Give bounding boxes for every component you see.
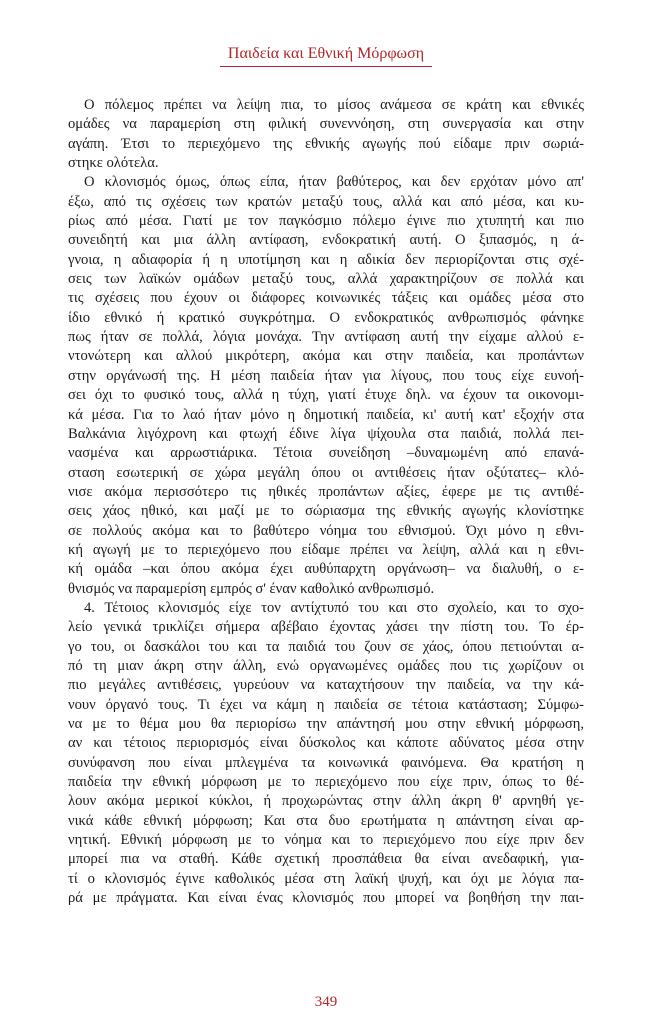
text-line: πως ήταν σε πολλά, λόγια μονάχα. Την αντίφαση αυτή την είχαμε αλλού ε- (68, 329, 584, 346)
text-line: θνισμός να παραμερίση εμπρός σ' έναν καθολικό ανθρωπισμό. (68, 580, 435, 597)
text-line: σεις των λαϊκών ομάδων μεταξύ τους, αλλά χαρακτηρίζουν σε πολλά και (68, 271, 584, 288)
paragraph (68, 599, 584, 909)
text-line: γνοια, η αδιαφορία ή η υποτίμηση και η αδικία δεν περιορίζονται στις σχέ- (68, 251, 584, 268)
text-line: πό τη μιαν άκρη στην άλλη, ενώ οργανωμένες ομάδες που τις χωρίζουν οι (68, 657, 584, 674)
text-line: σεις χάος ηθικό, και μαζί με το σώριασμα της εθνικής αγωγής κλονίστηκε (68, 503, 584, 520)
text-line: αγάπη. Έτσι το περιεχόμενο της εθνικής αγωγής πού είδαμε πριν σωριά- (68, 135, 584, 152)
text-line: ρίως από μέσα. Γιατί με τον παγκόσμιο πόλεμο έγινε πιο χτυπητή και πιο (68, 213, 584, 230)
text-line: σε πολλούς ακόμα και το βαθύτερο νόημα του εθνισμού. Όχι μόνο η εθνι- (68, 522, 584, 539)
text-line: πιο μεγάλες αντιθέσεις, γυρεύουν να καταχτήσουν την παιδεία, να την κά- (68, 677, 584, 694)
text-line: Ο πόλεμος πρέπει να λείψη πια, το μίσος ανάμεσα σε κράτη και εθνικές (84, 97, 584, 113)
text-line: τί ο κλονισμός έγινε καθολικός μέσα στη λαϊκή ψυχή, και όχι με λόγια πα- (68, 870, 584, 887)
text-line: κή αγωγή με το περιεχόμενο που είδαμε πρέπει να λείψη, αλλά και η εθνι- (68, 541, 584, 558)
paragraph (68, 96, 584, 173)
text-line: να με το θέμα μου θα περιορίσω την απάντησή μου στην εθνική μόρφωση, (68, 716, 584, 732)
paragraph (68, 173, 584, 599)
text-line: νουν όργανό τους. Τι έχει να κάμη η παιδεία σε τέτοια κατάσταση; Σύμφω- (68, 696, 584, 713)
text-line: λουν ακόμα μερικοί κύκλοι, ή προχωρώντας στην άλλη άκρη θ' αρνηθή γε- (68, 793, 584, 810)
text-line: συνύφανση που είναι μπλεγμένα τα κοινωνικά φαινόμενα. Θα κρατήση η (68, 754, 584, 771)
text-line: Βαλκάνια λιγόχρονη και φτωχή έδινε λίγα ψίχουλα στα παιδιά, πολλά πει- (68, 425, 584, 442)
text-line: γο του, οι δασκάλοι του και τα παιδιά του ζουν σε χάος, όπου πετιούνται α- (68, 638, 584, 655)
text-line: κά μέσα. Για το λαό ήταν μόνο η δημοτική παιδεία, κι' αυτή κατ' εξοχήν στα (68, 406, 584, 423)
text-line: συνειδητή και μια άλλη αντίφαση, ενδοκρατική αυτή. Ο ξιπασμός, η ά- (68, 232, 584, 249)
text-line: ίδιο εθνικό ή κρατικό συγκρότημα. Ο ενδοκρατικός ανθρωπισμός φάνηκε (68, 309, 584, 326)
text-line: μπορεί πια να σταθή. Κάθε σχετική προσπάθεια θα είναι ανεδαφική, για- (68, 851, 584, 868)
text-line: ρά με πράγματα. Και είναι ένας κλονισμός που μπορεί να βοηθήση την παι- (68, 890, 584, 907)
text-line: σταση εσωτερική σε χώρα μεγάλη όπου οι αντιθέσεις ήταν οξύτατες– κλό- (68, 464, 584, 481)
text-line: αν και τέτοιος περιορισμός είναι δύσκολος και κάποτε αδύνατος μέσα στην (68, 735, 584, 752)
text-line: παιδεία την εθνική μόρφωση με το περιεχόμενο που είχε πριν, όπως το θέ- (68, 774, 584, 791)
text-line: στηκε ολότελα. (68, 155, 159, 172)
text-line: στην οργάνωσή της. Η μέση παιδεία ήταν για λίγους, που τους είχε ευνοή- (68, 367, 584, 384)
text-line: νασμένα και αρρωστιάρικα. Τέτοια συνείδηση –δυναμωμένη από επανά- (68, 445, 584, 462)
text-line: ντονώτερη και αλλού μικρότερη, ακόμα και στην παιδεία, και προπάντων (68, 348, 584, 365)
text-line: κή ομάδα –και όπου ακόμα έχει αυθύπαρχτη οργάνωση– να διαλυθή, ο ε- (68, 561, 584, 578)
text-line: ομάδες να παραμερίση στη φιλική συνεννόηση, στη συνεργασία και στην (68, 116, 584, 133)
text-line: τις σχέσεις που έχουν οι διάφορες κοινωνικές τάξεις και ομάδες μέσα στο (68, 290, 584, 307)
text-line: νικά κάθε εθνική μόρφωση; Και στα δυο ερωτήματα η απάντηση είναι αρ- (68, 812, 584, 829)
text-line: έξω, από τις σχέσεις των κρατών μεταξύ τους, αλλά και από μέσα, και κυ- (68, 193, 584, 210)
text-line: νισε ακόμα περισσότερο τις ηθικές προπάντων αξίες, έφερε με τις αντιθέ- (68, 483, 584, 500)
running-head: Παιδεία και Εθνική Μόρφωση (227, 45, 425, 62)
text-line: Ο κλονισμός όμως, όπως είπα, ήταν βαθύτερος, και δεν ερχόταν μόνο απ' (84, 174, 584, 191)
running-head-underline (220, 66, 432, 67)
page-number: 349 (314, 994, 338, 1010)
text-line: 4. Τέτοιος κλονισμός είχε τον αντίχτυπό του και στο σχολείο, και το σχο- (84, 599, 584, 616)
text-line: λείο γενικά τρικλίζει σήμερα αβέβαιο έχοντας χάσει την πίστη του. Το έρ- (68, 619, 584, 636)
body-text (68, 96, 584, 908)
text-line: σει όχι το φυσικό τους, αλλά η τύχη, γιατί έτυχε δηλ. να έχουν τα οικονομι- (68, 387, 584, 404)
text-line: νητική. Εθνική μόρφωση με το νόημα και το περιεχόμενο που είχε πριν δεν (68, 832, 584, 849)
